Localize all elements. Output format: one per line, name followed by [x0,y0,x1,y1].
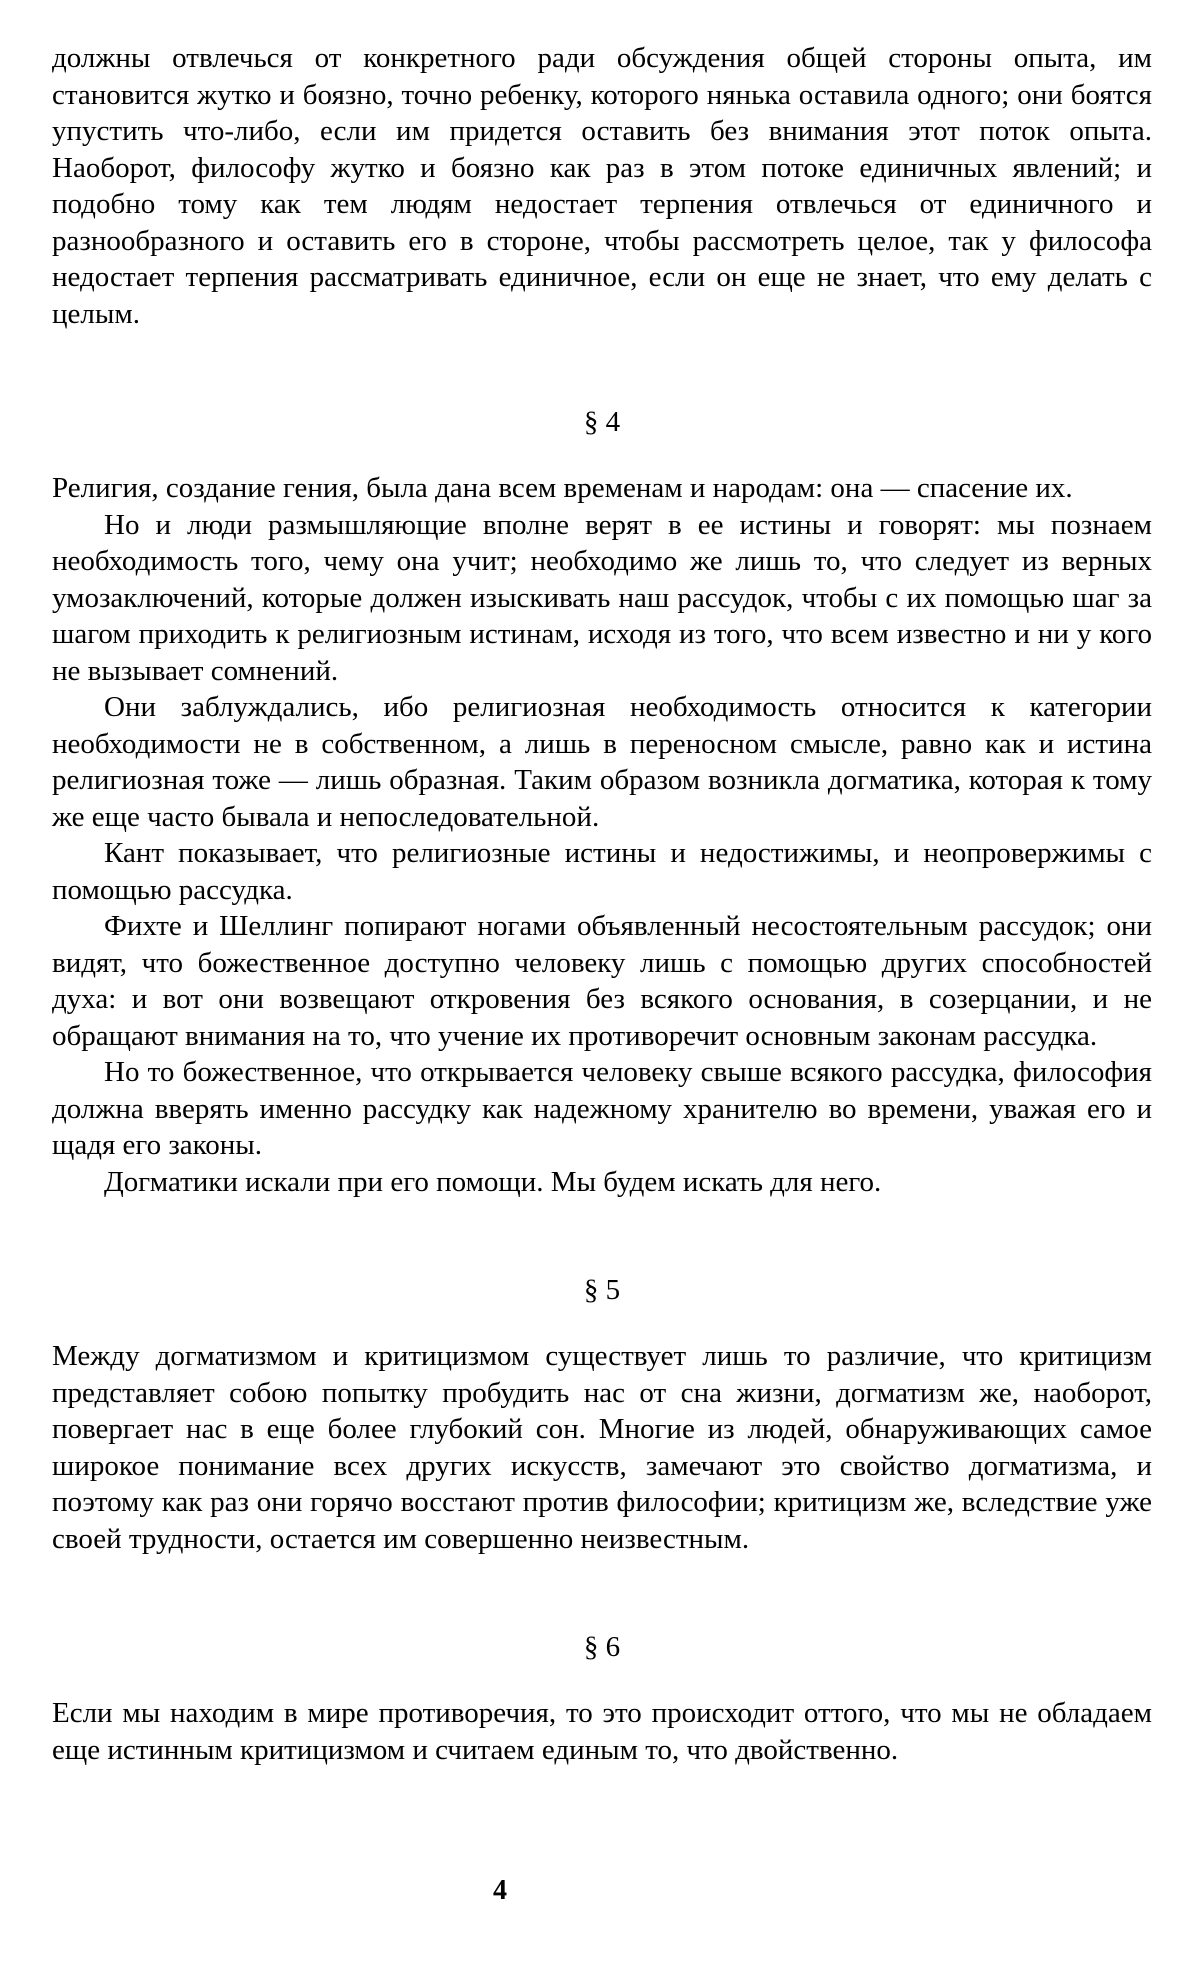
section-6-heading: § 6 [583,1631,621,1663]
section-4-paragraph-5: Фихте и Шеллинг попирают ногами объявленный несостоятельным рассудок; они видят, что божественное доступно человеку лишь с помощью других способностей духа: и вот они возвещают откровения без всякого основания, в созерцании, и не обращают внимания на то, что учение их противоречит основным законам рассудка. [52,910,1152,1052]
section-4-paragraph-3: Они заблуждались, ибо религиозная необходимость относится к категории необходимости не в собственном, а лишь в переносном смысле, равно как и истина религиозная тоже — лишь образная. Таким образом возникла догматика, которая к тому же еще часто бывала и непоследовательной. [52,691,1152,833]
intro-paragraph: должны отвлечься от конкретного ради обсуждения общей стороны опыта, им становится жутко и боязно, точно ребенку, которого нянька оставила одного; они боятся упустить что-либо, если им придется оставить без внимания этот поток опыта. Наоборот, философу жутко и боязно как раз в этом потоке единичных явлений; и подобно тому как тем людям недостает терпения отвлечься от единичного и разнообразного и оставить его в стороне, чтобы рассмотреть целое, так у философа недостает терпения рассматривать единичное, если он еще не знает, что ему делать с целым. [52,42,1152,330]
section-4-paragraph-4: Кант показывает, что религиозные истины и недостижимы, и неопровержимы с помощью рассудка. [52,837,1152,906]
section-4-heading: § 4 [583,406,621,438]
section-5-heading: § 5 [583,1274,621,1306]
section-4-paragraph-1: Религия, создание гения, была дана всем временам и народам: она — спасение их. [52,472,1073,504]
page-body [52,40,1152,1768]
section-6-paragraph: Если мы находим в мире противоречия, то это происходит оттого, что мы не обладаем еще истинным критицизмом и считаем единым то, что двойственно. [52,1697,1152,1766]
section-4-paragraph-7: Догматики искали при его помощи. Мы будем искать для него. [104,1165,882,1198]
section-4-paragraph-6: Но то божественное, что открывается человеку свыше всякого рассудка, философия должна вверять именно рассудку как надежному хранителю во времени, уважая его и щадя его законы. [52,1056,1152,1161]
page-number: 4 [493,1875,507,1906]
section-4-paragraph-2: Но и люди размышляющие вполне верят в ее истины и говорят: мы познаем необходимость того, чему она учит; необходимо же лишь то, что следует из верных умозаключений, которые должен изыскивать наш рассудок, чтобы с их помощью шаг за шагом приходить к религиозным истинам, исходя из того, что всем известно и ни у кого не вызывает сомнений. [52,508,1152,687]
section-5-paragraph: Между догматизмом и критицизмом существует лишь то различие, что критицизм представляет собою попытку пробудить нас от сна жизни, догматизм же, наоборот, повергает нас в еще более глубокий сон. Многие из людей, обнаруживающих самое широкое понимание всех других искусств, замечают это свойство догматизма, и поэтому как раз они горячо восстают против философии; критицизм же, вследствие уже своей трудности, остается им совершенно неизвестным. [52,1340,1152,1555]
